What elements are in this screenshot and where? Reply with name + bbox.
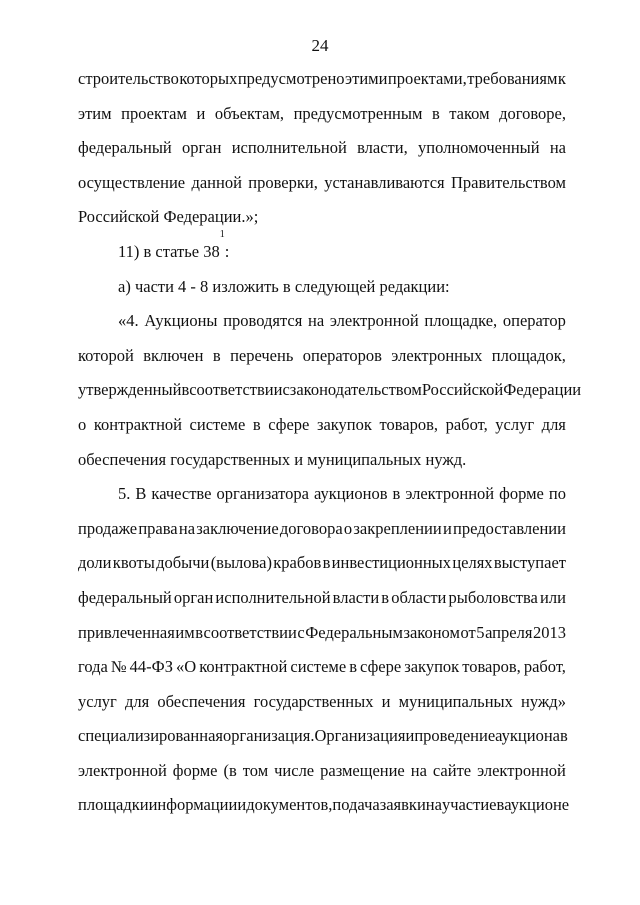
word: для bbox=[541, 414, 566, 434]
word: на bbox=[308, 311, 325, 331]
word: на bbox=[425, 795, 442, 815]
word: исполнительной bbox=[231, 138, 347, 158]
word: или bbox=[540, 587, 566, 607]
text-line bbox=[78, 166, 566, 201]
word: и bbox=[442, 518, 452, 538]
word: закреплении bbox=[353, 518, 442, 538]
word: этим bbox=[78, 103, 112, 123]
word: 44-ФЗ bbox=[129, 657, 173, 677]
word: площадок, bbox=[491, 345, 566, 365]
word: в bbox=[212, 345, 221, 365]
word: проектами, bbox=[387, 69, 467, 88]
word: площадки bbox=[78, 795, 149, 815]
word: законодательством bbox=[289, 380, 422, 400]
word: таком bbox=[449, 103, 490, 123]
word: закупок bbox=[404, 657, 460, 677]
word: том bbox=[242, 760, 269, 780]
word: крабов bbox=[273, 553, 322, 573]
word: объектам, bbox=[214, 103, 285, 123]
word: Российской bbox=[421, 380, 504, 400]
word: 5 bbox=[476, 622, 485, 642]
text-line bbox=[78, 339, 566, 374]
word: Аукционы bbox=[144, 311, 218, 331]
word: размещение bbox=[320, 760, 405, 780]
word: проектам bbox=[121, 103, 187, 123]
word: договоре, bbox=[499, 103, 566, 123]
word: № bbox=[110, 657, 127, 677]
line-text-suffix: : bbox=[224, 241, 230, 261]
text-line bbox=[78, 304, 566, 339]
text-line bbox=[78, 443, 566, 478]
word: на bbox=[178, 518, 196, 538]
word: соответствии bbox=[189, 380, 283, 400]
word: в bbox=[349, 657, 358, 677]
word: власти bbox=[332, 587, 380, 607]
word: сфере bbox=[268, 414, 310, 434]
word: власти, bbox=[357, 138, 408, 158]
word: привлеченная bbox=[78, 622, 175, 642]
word: в bbox=[381, 587, 390, 607]
text-line bbox=[78, 408, 566, 443]
text-line bbox=[78, 270, 566, 305]
word: и bbox=[237, 795, 247, 815]
word: сфере bbox=[360, 657, 402, 677]
text-line bbox=[78, 200, 566, 235]
word: от bbox=[460, 622, 476, 642]
text-line bbox=[78, 477, 566, 512]
word: апреля bbox=[485, 622, 533, 642]
word: системе bbox=[189, 414, 246, 434]
word: предусмотрено bbox=[237, 69, 345, 88]
word: услуг bbox=[78, 691, 117, 711]
word: оператор bbox=[502, 311, 566, 331]
word: права bbox=[138, 518, 178, 538]
word: электронной bbox=[405, 484, 495, 504]
word: 2013 bbox=[532, 622, 566, 642]
word: проверки, bbox=[248, 172, 318, 192]
word: с bbox=[282, 380, 290, 400]
word: государственных bbox=[253, 691, 374, 711]
word: для bbox=[124, 691, 150, 711]
word: к bbox=[557, 69, 566, 88]
word: данной bbox=[191, 172, 242, 192]
text-line bbox=[78, 616, 566, 651]
page-number: 24 bbox=[311, 36, 329, 55]
text-line bbox=[78, 97, 566, 132]
word: продаже bbox=[78, 518, 138, 538]
word: 5. bbox=[118, 484, 131, 504]
word: предусмотренным bbox=[293, 103, 423, 123]
text-line bbox=[78, 650, 566, 685]
word: Правительством bbox=[450, 172, 566, 192]
word: контрактной bbox=[199, 657, 288, 677]
word: законом bbox=[403, 622, 460, 642]
word: в bbox=[560, 726, 568, 746]
word: электронных bbox=[391, 345, 483, 365]
word: специализированная bbox=[78, 726, 223, 746]
word: работ, bbox=[445, 414, 488, 434]
word: (вылова) bbox=[210, 553, 272, 573]
word: о bbox=[78, 414, 87, 434]
word: контрактной bbox=[93, 414, 182, 434]
text-line bbox=[78, 546, 566, 581]
word: работ, bbox=[523, 657, 566, 677]
word: в bbox=[322, 553, 331, 573]
word: «О bbox=[176, 657, 197, 677]
word: в bbox=[195, 622, 203, 642]
text-line bbox=[78, 719, 566, 754]
word: осуществление bbox=[78, 172, 186, 192]
word: сайте bbox=[432, 760, 472, 780]
word: строительство bbox=[78, 69, 179, 88]
text-line bbox=[78, 754, 566, 789]
word: уполномоченный bbox=[417, 138, 540, 158]
word: квоты bbox=[112, 553, 155, 573]
word: рыболовства bbox=[448, 587, 538, 607]
word: Федеральным bbox=[305, 622, 403, 642]
word: Организация bbox=[314, 726, 406, 746]
word: аукционов bbox=[313, 484, 388, 504]
word: на bbox=[549, 138, 566, 158]
word: проведение bbox=[414, 726, 496, 746]
word: электронной bbox=[477, 760, 566, 780]
text-line bbox=[78, 788, 570, 823]
word: в bbox=[252, 414, 261, 434]
word: которых bbox=[179, 69, 238, 88]
line-text: 11) в статье 38 bbox=[118, 241, 220, 261]
word: на bbox=[410, 760, 427, 780]
word: федеральный bbox=[78, 587, 172, 607]
word: обеспечения bbox=[157, 691, 246, 711]
word: предоставлении bbox=[453, 518, 566, 538]
word: включен bbox=[143, 345, 204, 365]
word: этими bbox=[345, 69, 388, 88]
text-line bbox=[78, 228, 566, 270]
word: и bbox=[405, 726, 415, 746]
word: доли bbox=[78, 553, 112, 573]
word: по bbox=[548, 484, 566, 504]
word: инвестиционных bbox=[331, 553, 452, 573]
word: товаров, bbox=[462, 657, 521, 677]
word: о bbox=[343, 518, 353, 538]
word: проводятся bbox=[223, 311, 303, 331]
word: заключение bbox=[196, 518, 279, 538]
word: электронной bbox=[329, 311, 419, 331]
word: форме bbox=[499, 484, 544, 504]
word: В bbox=[135, 484, 147, 504]
line-text: Российской Федерации.»; bbox=[78, 207, 259, 227]
word: которой bbox=[78, 345, 134, 365]
word: устанавливаются bbox=[324, 172, 445, 192]
word: организатора bbox=[216, 484, 309, 504]
word: операторов bbox=[302, 345, 382, 365]
word: (в bbox=[223, 760, 237, 780]
word: «4. bbox=[118, 311, 139, 331]
word: форме bbox=[172, 760, 218, 780]
word: в bbox=[431, 103, 440, 123]
text-line bbox=[78, 581, 566, 616]
text-line bbox=[78, 62, 566, 97]
word: исполнительной bbox=[215, 587, 331, 607]
word: товаров, bbox=[379, 414, 439, 434]
word: заявки bbox=[379, 795, 426, 815]
word: системе bbox=[290, 657, 347, 677]
word: аукциона bbox=[495, 726, 560, 746]
word: года bbox=[78, 657, 108, 677]
superscript: 1 bbox=[219, 228, 225, 240]
word: в bbox=[181, 380, 190, 400]
word: и bbox=[196, 103, 206, 123]
line-text: а) части 4 - 8 изложить в следующей редакции: bbox=[118, 276, 450, 296]
word: качестве bbox=[151, 484, 212, 504]
word: перечень bbox=[230, 345, 294, 365]
word: закупок bbox=[316, 414, 372, 434]
word: договора bbox=[279, 518, 343, 538]
word: числе bbox=[274, 760, 315, 780]
word: организация. bbox=[223, 726, 315, 746]
word: и bbox=[381, 691, 391, 711]
word: им bbox=[175, 622, 195, 642]
word: площадке, bbox=[424, 311, 498, 331]
word: утвержденный bbox=[78, 380, 182, 400]
word: в bbox=[392, 484, 401, 504]
word: документов, bbox=[246, 795, 333, 815]
word: подача bbox=[332, 795, 380, 815]
document-body bbox=[78, 62, 582, 823]
word: Федерации bbox=[503, 380, 582, 400]
word: выступает bbox=[493, 553, 566, 573]
text-line bbox=[78, 373, 582, 408]
word: требованиям bbox=[467, 69, 558, 88]
word: целях bbox=[452, 553, 493, 573]
line-text: обеспечения государственных и муниципальных нужд. bbox=[78, 449, 467, 469]
word: федеральный bbox=[78, 138, 172, 158]
text-line bbox=[78, 131, 566, 166]
word: в bbox=[496, 795, 505, 815]
word: участие bbox=[441, 795, 497, 815]
text-line bbox=[78, 685, 566, 720]
word: муниципальных bbox=[398, 691, 513, 711]
word: соответствии bbox=[203, 622, 297, 642]
word: электронной bbox=[78, 760, 167, 780]
word: с bbox=[297, 622, 305, 642]
word: аукционе bbox=[504, 795, 570, 815]
text-line bbox=[78, 512, 566, 547]
word: орган bbox=[173, 587, 214, 607]
word: услуг bbox=[495, 414, 535, 434]
word: добычи bbox=[156, 553, 210, 573]
word: нужд» bbox=[521, 691, 566, 711]
word: области bbox=[391, 587, 447, 607]
word: орган bbox=[182, 138, 222, 158]
word: информации bbox=[148, 795, 238, 815]
